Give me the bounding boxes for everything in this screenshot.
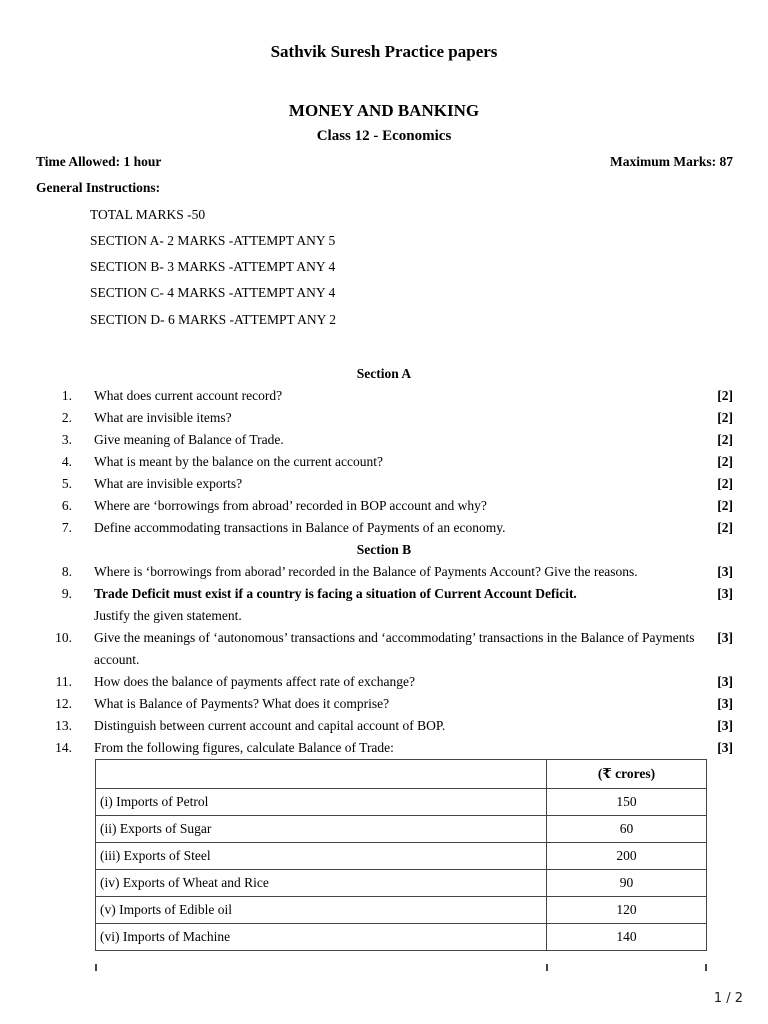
section-a-heading: Section A [356, 366, 412, 381]
table-row [96, 816, 707, 843]
question-text: Distinguish between current account and capital account of BOP. [94, 718, 446, 733]
table-cell-value: 200 [547, 843, 707, 870]
site-title: Sathvik Suresh Practice papers [270, 42, 498, 61]
table-cell-item: (i) Imports of Petrol [96, 789, 547, 816]
section-b-heading: Section B [356, 542, 412, 557]
table-border-right [705, 964, 707, 971]
table-cell-item: (iv) Exports of Wheat and Rice [96, 870, 547, 897]
question-marks: [2] [717, 432, 733, 447]
question-text: Where are ‘borrowings from abroad’ recorded in BOP account and why? [94, 498, 487, 513]
question-text: From the following figures, calculate Balance of Trade: [94, 740, 394, 755]
question-number: 5. [61, 476, 72, 491]
question-marks: [3] [717, 586, 733, 601]
question-text: How does the balance of payments affect rate of exchange? [94, 674, 415, 689]
table-row [96, 789, 707, 816]
table-cell-item: (iii) Exports of Steel [96, 843, 547, 870]
balance-of-trade-table [95, 759, 707, 951]
question-marks: [2] [717, 498, 733, 513]
question-number: 4. [61, 454, 72, 469]
table-row [96, 897, 707, 924]
table-cell-value: 150 [547, 789, 707, 816]
question-text: Define accommodating transactions in Balance of Payments of an economy. [94, 520, 506, 535]
paper-title: MONEY AND BANKING [288, 101, 480, 120]
instruction-item: SECTION D- 6 MARKS -ATTEMPT ANY 2 [90, 312, 337, 327]
question-marks: [3] [717, 564, 733, 579]
question-text: Give the meanings of ‘autonomous’ transactions and ‘accommodating’ transactions in the Balance of Payments account. [94, 630, 695, 667]
question-number: 8. [61, 564, 72, 579]
instruction-item: SECTION A- 2 MARKS -ATTEMPT ANY 5 [90, 233, 336, 248]
table-header-value: (₹ crores) [547, 760, 707, 789]
question-marks: [2] [717, 520, 733, 535]
question-number: 12. [55, 696, 72, 711]
question-text: What are invisible exports? [94, 476, 243, 491]
question-text: Trade Deficit must exist if a country is facing a situation of Current Account Deficit. [94, 586, 577, 601]
table-row [96, 924, 707, 951]
question-text: What are invisible items? [94, 410, 232, 425]
table-cell-value: 140 [547, 924, 707, 951]
table-row [96, 843, 707, 870]
table-cell-item: (ii) Exports of Sugar [96, 816, 547, 843]
table-cell-value: 90 [547, 870, 707, 897]
table-cell-value: 120 [547, 897, 707, 924]
question-text: What is Balance of Payments? What does it comprise? [94, 696, 390, 711]
question-marks: [3] [717, 740, 733, 755]
question-number: 2. [61, 410, 72, 425]
question-marks: [3] [717, 630, 733, 645]
question-marks: [2] [717, 410, 733, 425]
question-text: Justify the given statement. [94, 608, 242, 623]
maximum-marks: Maximum Marks: 87 [610, 154, 733, 169]
question-text: What is meant by the balance on the current account? [94, 454, 383, 469]
table-cell-value: 60 [547, 816, 707, 843]
instruction-item: TOTAL MARKS -50 [90, 207, 206, 222]
question-number: 1. [61, 388, 72, 403]
table-cell-item: (vi) Imports of Machine [96, 924, 547, 951]
question-text: What does current account record? [94, 388, 283, 403]
question-marks: [2] [717, 454, 733, 469]
question-marks: [2] [717, 476, 733, 491]
question-text: Where is ‘borrowings from aborad’ recorded in the Balance of Payments Account? Give the reasons. [94, 564, 638, 579]
instructions-heading: General Instructions: [36, 180, 161, 195]
question-number: 11. [55, 674, 72, 689]
instruction-item: SECTION C- 4 MARKS -ATTEMPT ANY 4 [90, 285, 336, 300]
paper-subtitle: Class 12 - Economics [316, 128, 452, 144]
question-marks: [3] [717, 718, 733, 733]
instruction-item: SECTION B- 3 MARKS -ATTEMPT ANY 4 [90, 259, 336, 274]
question-number: 9. [61, 586, 72, 601]
question-number: 3. [61, 432, 72, 447]
table-header-item [96, 760, 547, 789]
question-marks: [3] [717, 674, 733, 689]
question-number: 13. [55, 718, 72, 733]
table-cell-item: (v) Imports of Edible oil [96, 897, 547, 924]
table-header-row [96, 760, 707, 789]
question-marks: [2] [717, 388, 733, 403]
question-marks: [3] [717, 696, 733, 711]
question-text: Give meaning of Balance of Trade. [94, 432, 284, 447]
table-border-left [95, 964, 97, 971]
time-allowed: Time Allowed: 1 hour [36, 154, 162, 169]
page-indicator: 1 / 2 [713, 991, 743, 1006]
question-number: 10. [55, 630, 72, 645]
question-number: 6. [61, 498, 72, 513]
table-border-middle [546, 964, 548, 971]
table-row [96, 870, 707, 897]
question-number: 14. [55, 740, 72, 755]
table-continuation-edge [95, 964, 707, 971]
question-number: 7. [61, 520, 72, 535]
